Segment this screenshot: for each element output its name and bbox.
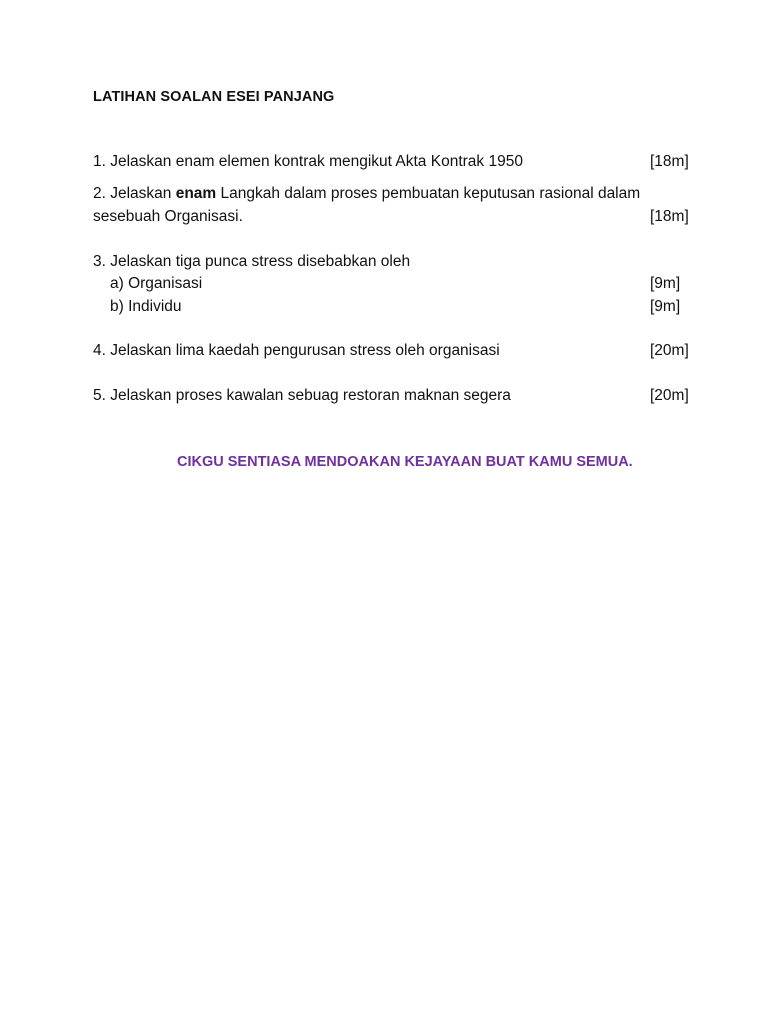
question-2-prefix: 2. Jelaskan — [93, 185, 176, 202]
document-title: LATIHAN SOALAN ESEI PANJANG — [93, 89, 335, 105]
question-3-part-a-marks: [9m] — [650, 275, 681, 292]
question-3-text: 3. Jelaskan tiga punca stress disebabkan oleh — [93, 253, 411, 270]
question-5-marks: [20m] — [650, 387, 689, 404]
question-2-rest: Langkah dalam proses pembuatan keputusan rasional dalam — [216, 185, 641, 202]
question-4-marks: [20m] — [650, 342, 689, 359]
question-5-text: 5. Jelaskan proses kawalan sebuag restoran maknan segera — [93, 387, 511, 404]
question-3-part-a: a) Organisasi — [110, 275, 203, 292]
question-4-text: 4. Jelaskan lima kaedah pengurusan stress oleh organisasi — [93, 342, 500, 359]
question-3-part-b: b) Individu — [110, 298, 182, 315]
question-2-line-2: sesebuah Organisasi. — [93, 208, 243, 225]
question-1-marks: [18m] — [650, 153, 689, 170]
closing-message: CIKGU SENTIASA MENDOAKAN KEJAYAAN BUAT KAMU SEMUA. — [177, 454, 633, 470]
question-2-line-1 — [93, 184, 640, 204]
question-2-marks: [18m] — [650, 208, 689, 225]
question-1-text: 1. Jelaskan enam elemen kontrak mengikut Akta Kontrak 1950 — [93, 153, 523, 170]
question-3-part-b-marks: [9m] — [650, 298, 681, 315]
question-2-bold-word: enam — [175, 185, 217, 202]
